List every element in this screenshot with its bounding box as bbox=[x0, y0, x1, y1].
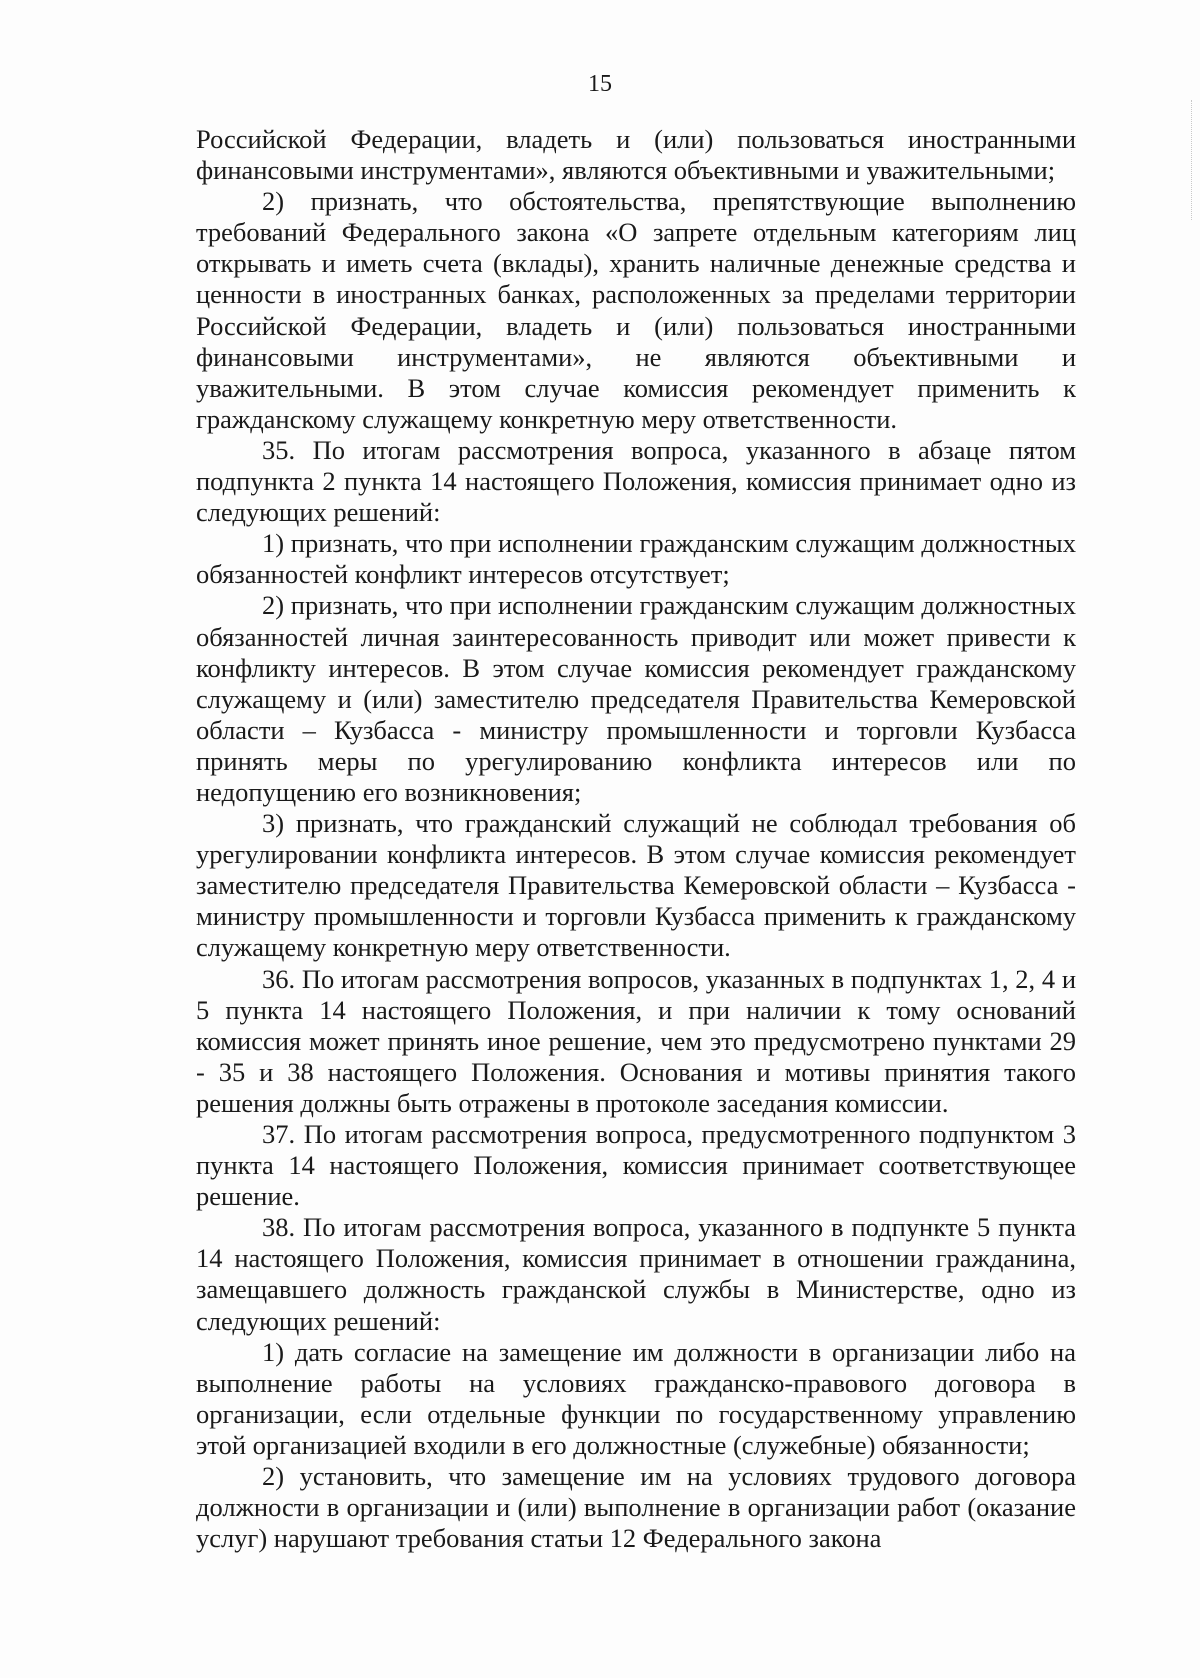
page-number: 15 bbox=[588, 71, 612, 97]
paragraph-clause-38-item-1: 1) дать согласие на замещение им должности в организации либо на выполнение работы на условиях гражданско-правового договора в организации, если отдельные функции по государственному управлению этой организацией входили в его должностные (служебные) обязанности; bbox=[196, 1336, 1076, 1460]
paragraph-clause-35-item-1: 1) признать, что при исполнении гражданским служащим должностных обязанностей конфликт интересов отсутствует; bbox=[196, 528, 1076, 590]
paragraph-clause-36: 36. По итогам рассмотрения вопросов, указанных в подпунктах 1, 2, 4 и 5 пункта 14 настоящего Положения, и при наличии к тому оснований комиссия может принять иное решение, чем это предусмотрено пунктами 29 - 35 и 38 настоящего Положения. Основания и мотивы принятия такого решения должны быть отражены в протоколе заседания комиссии. bbox=[196, 963, 1076, 1118]
paragraph-clause-35-item-3: 3) признать, что гражданский служащий не соблюдал требования об урегулировании конфликта интересов. В этом случае комиссия рекомендует заместителю председателя Правительства Кемеровской области – Кузбасса - министру промышленности и торговли Кузбасса применить к гражданскому служащему конкретную меру ответственности. bbox=[196, 808, 1076, 963]
paragraph-clause-37: 37. По итогам рассмотрения вопроса, предусмотренного подпунктом 3 пункта 14 настоящего Положения, комиссия принимает соответствующее решение. bbox=[196, 1119, 1076, 1212]
paragraph-clause-38: 38. По итогам рассмотрения вопроса, указанного в подпункте 5 пункта 14 настоящего Положения, комиссия принимает в отношении гражданина, замещавшего должность гражданской службы в Министерстве, одно из следующих решений: bbox=[196, 1212, 1076, 1336]
paragraph-clause-35-item-2: 2) признать, что при исполнении гражданским служащим должностных обязанностей личная заинтересованность приводит или может привести к конфликту интересов. В этом случае комиссия рекомендует гражданскому служащему и (или) заместителю председателя Правительства Кемеровской области – Кузбасса - министру промышленности и торговли Кузбасса принять меры по урегулированию конфликта интересов или по недопущению его возникновения; bbox=[196, 590, 1076, 807]
paragraph-clause-38-item-2: 2) установить, что замещение им на условиях трудового договора должности в организации и (или) выполнение в организации работ (оказание услуг) нарушают требования статьи 12 Федерального закона bbox=[196, 1461, 1076, 1554]
paragraph-item-2-not-objective: 2) признать, что обстоятельства, препятствующие выполнению требований Федерального закона «О запрете отдельным категориям лиц открывать и иметь счета (вклады), хранить наличные денежные средства и ценности в иностранных банках, расположенных за пределами территории Российской Федерации, владеть и (или) пользоваться иностранными финансовыми инструментами», не являются объективными и уважительными. В этом случае комиссия рекомендует применить к гражданскому служащему конкретную меру ответственности. bbox=[196, 186, 1076, 434]
paragraph-clause-35: 35. По итогам рассмотрения вопроса, указанного в абзаце пятом подпункта 2 пункта 14 настоящего Положения, комиссия принимает одно из следующих решений: bbox=[196, 434, 1076, 528]
paragraph-continuation: Российской Федерации, владеть и (или) пользоваться иностранными финансовыми инструментами», являются объективными и уважительными; bbox=[196, 124, 1076, 186]
scan-edge-mark bbox=[1191, 100, 1194, 220]
document-body bbox=[196, 124, 1076, 1554]
